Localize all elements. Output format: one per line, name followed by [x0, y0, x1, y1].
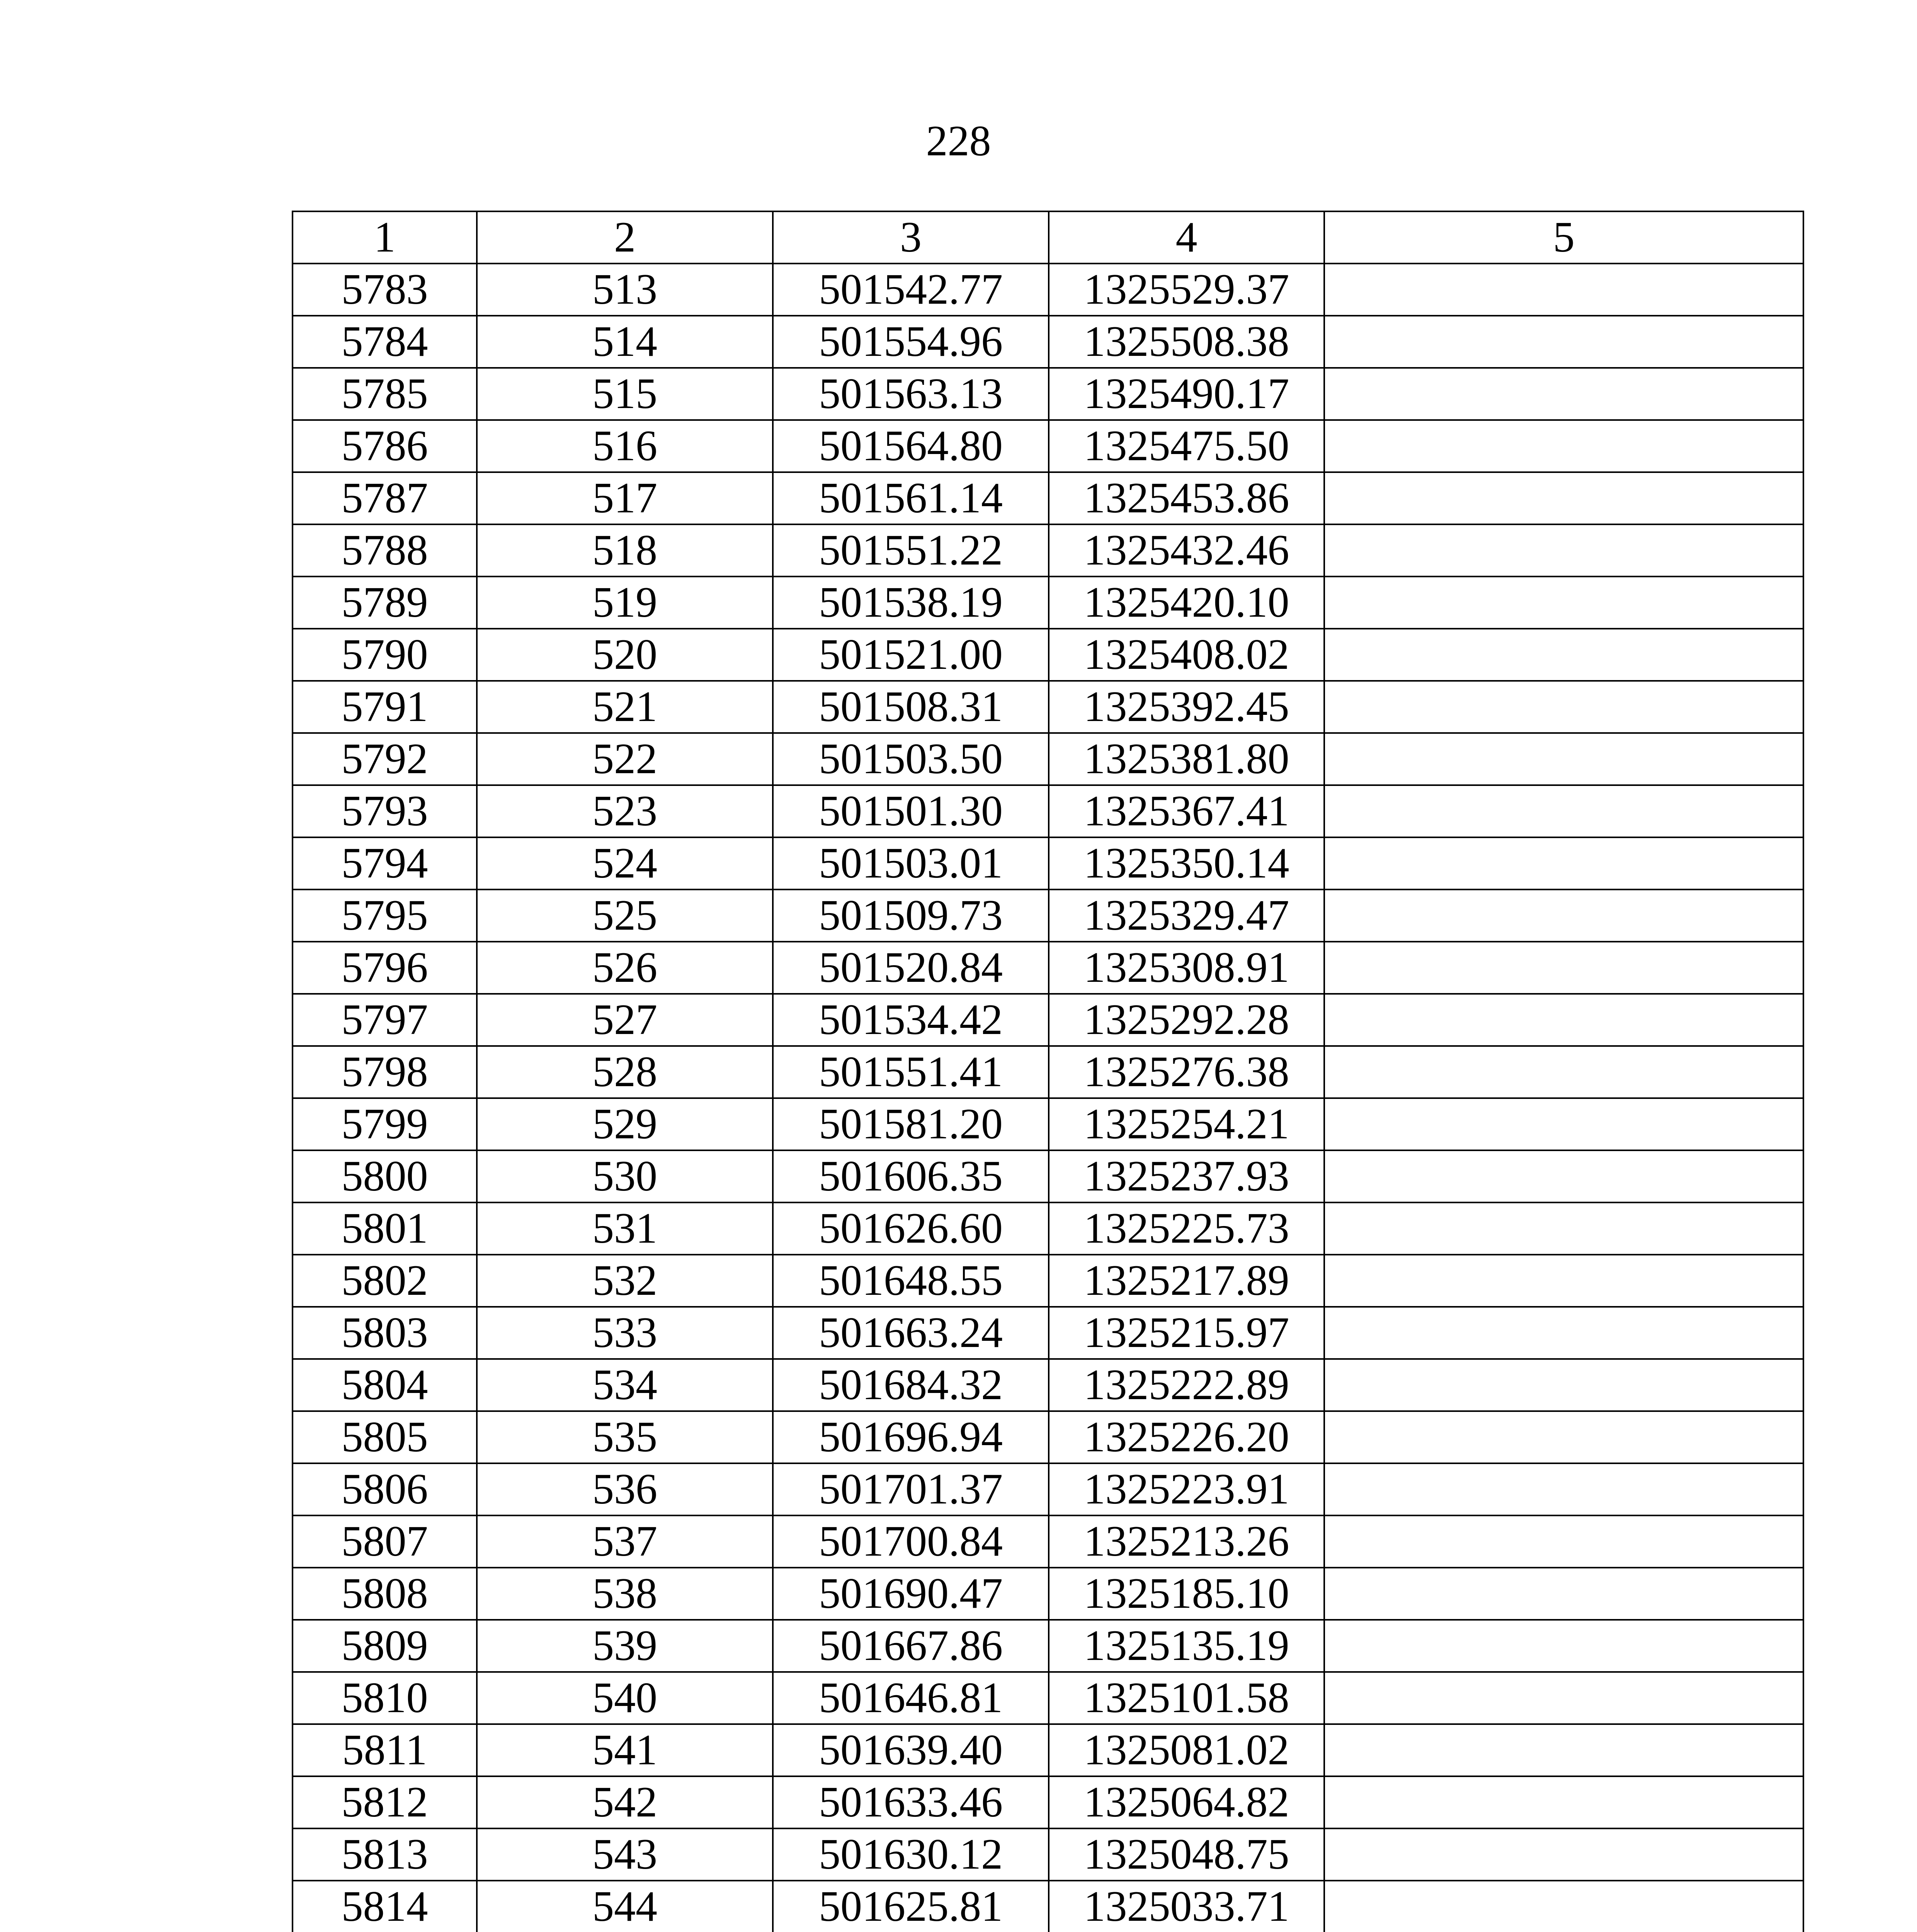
note-cell — [1324, 1411, 1803, 1463]
note-cell — [1324, 942, 1803, 994]
note-cell — [1324, 1307, 1803, 1359]
y-coordinate-cell: 1325213.26 — [1049, 1515, 1324, 1568]
note-cell — [1324, 1150, 1803, 1202]
index-cell: 539 — [477, 1620, 773, 1672]
index-cell: 526 — [477, 942, 773, 994]
y-coordinate-cell: 1325350.14 — [1049, 837, 1324, 889]
index-cell: 542 — [477, 1776, 773, 1828]
note-cell — [1324, 1568, 1803, 1620]
index-cell: 541 — [477, 1724, 773, 1776]
note-cell — [1324, 1672, 1803, 1724]
y-coordinate-cell: 1325475.50 — [1049, 420, 1324, 472]
page-number: 228 — [926, 117, 991, 165]
table-row — [293, 264, 1803, 316]
note-cell — [1324, 1463, 1803, 1515]
x-coordinate-cell: 501503.01 — [773, 837, 1049, 889]
note-cell — [1324, 889, 1803, 942]
index-cell: 522 — [477, 733, 773, 785]
column-header: 3 — [773, 211, 1049, 264]
x-coordinate-cell: 501561.14 — [773, 472, 1049, 524]
note-cell — [1324, 316, 1803, 368]
x-coordinate-cell: 501700.84 — [773, 1515, 1049, 1568]
note-cell — [1324, 681, 1803, 733]
x-coordinate-cell: 501509.73 — [773, 889, 1049, 942]
point-number-cell: 5784 — [293, 316, 477, 368]
y-coordinate-cell: 1325217.89 — [1049, 1255, 1324, 1307]
index-cell: 519 — [477, 577, 773, 629]
x-coordinate-cell: 501563.13 — [773, 368, 1049, 420]
y-coordinate-cell: 1325432.46 — [1049, 524, 1324, 577]
x-coordinate-cell: 501501.30 — [773, 785, 1049, 837]
point-number-cell: 5797 — [293, 994, 477, 1046]
point-number-cell: 5803 — [293, 1307, 477, 1359]
point-number-cell: 5786 — [293, 420, 477, 472]
point-number-cell: 5812 — [293, 1776, 477, 1828]
point-number-cell: 5789 — [293, 577, 477, 629]
point-number-cell: 5791 — [293, 681, 477, 733]
x-coordinate-cell: 501639.40 — [773, 1724, 1049, 1776]
note-cell — [1324, 1620, 1803, 1672]
y-coordinate-cell: 1325215.97 — [1049, 1307, 1324, 1359]
table-row — [293, 1463, 1803, 1515]
x-coordinate-cell: 501626.60 — [773, 1202, 1049, 1255]
x-coordinate-cell: 501542.77 — [773, 264, 1049, 316]
y-coordinate-cell: 1325135.19 — [1049, 1620, 1324, 1672]
point-number-cell: 5787 — [293, 472, 477, 524]
table-row — [293, 889, 1803, 942]
table-row — [293, 1828, 1803, 1881]
y-coordinate-cell: 1325033.71 — [1049, 1881, 1324, 1932]
y-coordinate-cell: 1325292.28 — [1049, 994, 1324, 1046]
note-cell — [1324, 1046, 1803, 1098]
table-row — [293, 1150, 1803, 1202]
y-coordinate-cell: 1325420.10 — [1049, 577, 1324, 629]
x-coordinate-cell: 501648.55 — [773, 1255, 1049, 1307]
table-row — [293, 1515, 1803, 1568]
index-cell: 531 — [477, 1202, 773, 1255]
point-number-cell: 5807 — [293, 1515, 477, 1568]
table-row — [293, 420, 1803, 472]
table-row — [293, 577, 1803, 629]
coordinates-table — [292, 211, 1804, 1932]
x-coordinate-cell: 501538.19 — [773, 577, 1049, 629]
note-cell — [1324, 837, 1803, 889]
table-row — [293, 1307, 1803, 1359]
y-coordinate-cell: 1325064.82 — [1049, 1776, 1324, 1828]
x-coordinate-cell: 501690.47 — [773, 1568, 1049, 1620]
point-number-cell: 5809 — [293, 1620, 477, 1672]
table-row — [293, 1046, 1803, 1098]
x-coordinate-cell: 501663.24 — [773, 1307, 1049, 1359]
y-coordinate-cell: 1325223.91 — [1049, 1463, 1324, 1515]
point-number-cell: 5796 — [293, 942, 477, 994]
table-row — [293, 837, 1803, 889]
table-row — [293, 785, 1803, 837]
index-cell: 520 — [477, 629, 773, 681]
index-cell: 528 — [477, 1046, 773, 1098]
index-cell: 537 — [477, 1515, 773, 1568]
table-row — [293, 994, 1803, 1046]
table-header-row — [293, 211, 1803, 264]
y-coordinate-cell: 1325308.91 — [1049, 942, 1324, 994]
note-cell — [1324, 1359, 1803, 1411]
x-coordinate-cell: 501521.00 — [773, 629, 1049, 681]
x-coordinate-cell: 501534.42 — [773, 994, 1049, 1046]
table-row — [293, 1359, 1803, 1411]
point-number-cell: 5799 — [293, 1098, 477, 1150]
point-number-cell: 5814 — [293, 1881, 477, 1932]
table-row — [293, 368, 1803, 420]
table-row — [293, 524, 1803, 577]
y-coordinate-cell: 1325329.47 — [1049, 889, 1324, 942]
point-number-cell: 5811 — [293, 1724, 477, 1776]
y-coordinate-cell: 1325508.38 — [1049, 316, 1324, 368]
note-cell — [1324, 629, 1803, 681]
index-cell: 543 — [477, 1828, 773, 1881]
x-coordinate-cell: 501581.20 — [773, 1098, 1049, 1150]
note-cell — [1324, 264, 1803, 316]
table-row — [293, 681, 1803, 733]
y-coordinate-cell: 1325101.58 — [1049, 1672, 1324, 1724]
index-cell: 540 — [477, 1672, 773, 1724]
y-coordinate-cell: 1325226.20 — [1049, 1411, 1324, 1463]
point-number-cell: 5785 — [293, 368, 477, 420]
index-cell: 536 — [477, 1463, 773, 1515]
y-coordinate-cell: 1325392.45 — [1049, 681, 1324, 733]
x-coordinate-cell: 501646.81 — [773, 1672, 1049, 1724]
note-cell — [1324, 1828, 1803, 1881]
table-row — [293, 1724, 1803, 1776]
point-number-cell: 5801 — [293, 1202, 477, 1255]
table-row — [293, 1672, 1803, 1724]
index-cell: 521 — [477, 681, 773, 733]
x-coordinate-cell: 501633.46 — [773, 1776, 1049, 1828]
index-cell: 518 — [477, 524, 773, 577]
index-cell: 514 — [477, 316, 773, 368]
y-coordinate-cell: 1325408.02 — [1049, 629, 1324, 681]
point-number-cell: 5813 — [293, 1828, 477, 1881]
table-row — [293, 1255, 1803, 1307]
x-coordinate-cell: 501667.86 — [773, 1620, 1049, 1672]
index-cell: 532 — [477, 1255, 773, 1307]
y-coordinate-cell: 1325081.02 — [1049, 1724, 1324, 1776]
note-cell — [1324, 577, 1803, 629]
y-coordinate-cell: 1325048.75 — [1049, 1828, 1324, 1881]
x-coordinate-cell: 501551.41 — [773, 1046, 1049, 1098]
point-number-cell: 5802 — [293, 1255, 477, 1307]
index-cell: 517 — [477, 472, 773, 524]
index-cell: 525 — [477, 889, 773, 942]
y-coordinate-cell: 1325529.37 — [1049, 264, 1324, 316]
point-number-cell: 5794 — [293, 837, 477, 889]
note-cell — [1324, 994, 1803, 1046]
x-coordinate-cell: 501508.31 — [773, 681, 1049, 733]
table-row — [293, 1881, 1803, 1932]
index-cell: 524 — [477, 837, 773, 889]
index-cell: 538 — [477, 1568, 773, 1620]
table-row — [293, 629, 1803, 681]
note-cell — [1324, 1724, 1803, 1776]
index-cell: 527 — [477, 994, 773, 1046]
column-header: 1 — [293, 211, 477, 264]
x-coordinate-cell: 501696.94 — [773, 1411, 1049, 1463]
point-number-cell: 5804 — [293, 1359, 477, 1411]
y-coordinate-cell: 1325225.73 — [1049, 1202, 1324, 1255]
point-number-cell: 5783 — [293, 264, 477, 316]
y-coordinate-cell: 1325254.21 — [1049, 1098, 1324, 1150]
x-coordinate-cell: 501554.96 — [773, 316, 1049, 368]
note-cell — [1324, 1202, 1803, 1255]
note-cell — [1324, 733, 1803, 785]
note-cell — [1324, 1515, 1803, 1568]
column-header: 5 — [1324, 211, 1803, 264]
column-header: 2 — [477, 211, 773, 264]
x-coordinate-cell: 501606.35 — [773, 1150, 1049, 1202]
y-coordinate-cell: 1325222.89 — [1049, 1359, 1324, 1411]
point-number-cell: 5805 — [293, 1411, 477, 1463]
y-coordinate-cell: 1325367.41 — [1049, 785, 1324, 837]
point-number-cell: 5792 — [293, 733, 477, 785]
table-body — [293, 211, 1803, 1932]
point-number-cell: 5798 — [293, 1046, 477, 1098]
note-cell — [1324, 472, 1803, 524]
note-cell — [1324, 1098, 1803, 1150]
note-cell — [1324, 785, 1803, 837]
x-coordinate-cell: 501520.84 — [773, 942, 1049, 994]
y-coordinate-cell: 1325381.80 — [1049, 733, 1324, 785]
note-cell — [1324, 524, 1803, 577]
index-cell: 523 — [477, 785, 773, 837]
index-cell: 529 — [477, 1098, 773, 1150]
x-coordinate-cell: 501564.80 — [773, 420, 1049, 472]
note-cell — [1324, 420, 1803, 472]
index-cell: 544 — [477, 1881, 773, 1932]
table-row — [293, 1568, 1803, 1620]
column-header: 4 — [1049, 211, 1324, 264]
y-coordinate-cell: 1325237.93 — [1049, 1150, 1324, 1202]
note-cell — [1324, 1255, 1803, 1307]
x-coordinate-cell: 501551.22 — [773, 524, 1049, 577]
index-cell: 533 — [477, 1307, 773, 1359]
table-row — [293, 316, 1803, 368]
point-number-cell: 5788 — [293, 524, 477, 577]
y-coordinate-cell: 1325276.38 — [1049, 1046, 1324, 1098]
index-cell: 530 — [477, 1150, 773, 1202]
table-row — [293, 1411, 1803, 1463]
index-cell: 535 — [477, 1411, 773, 1463]
x-coordinate-cell: 501701.37 — [773, 1463, 1049, 1515]
index-cell: 516 — [477, 420, 773, 472]
x-coordinate-cell: 501503.50 — [773, 733, 1049, 785]
index-cell: 515 — [477, 368, 773, 420]
point-number-cell: 5800 — [293, 1150, 477, 1202]
table-row — [293, 942, 1803, 994]
y-coordinate-cell: 1325185.10 — [1049, 1568, 1324, 1620]
point-number-cell: 5810 — [293, 1672, 477, 1724]
index-cell: 534 — [477, 1359, 773, 1411]
index-cell: 513 — [477, 264, 773, 316]
table-row — [293, 472, 1803, 524]
y-coordinate-cell: 1325490.17 — [1049, 368, 1324, 420]
x-coordinate-cell: 501630.12 — [773, 1828, 1049, 1881]
table-row — [293, 1202, 1803, 1255]
point-number-cell: 5808 — [293, 1568, 477, 1620]
note-cell — [1324, 1776, 1803, 1828]
table-row — [293, 1620, 1803, 1672]
y-coordinate-cell: 1325453.86 — [1049, 472, 1324, 524]
table-row — [293, 1098, 1803, 1150]
x-coordinate-cell: 501625.81 — [773, 1881, 1049, 1932]
point-number-cell: 5793 — [293, 785, 477, 837]
point-number-cell: 5806 — [293, 1463, 477, 1515]
note-cell — [1324, 1881, 1803, 1932]
point-number-cell: 5795 — [293, 889, 477, 942]
table-row — [293, 1776, 1803, 1828]
x-coordinate-cell: 501684.32 — [773, 1359, 1049, 1411]
table-row — [293, 733, 1803, 785]
note-cell — [1324, 368, 1803, 420]
point-number-cell: 5790 — [293, 629, 477, 681]
